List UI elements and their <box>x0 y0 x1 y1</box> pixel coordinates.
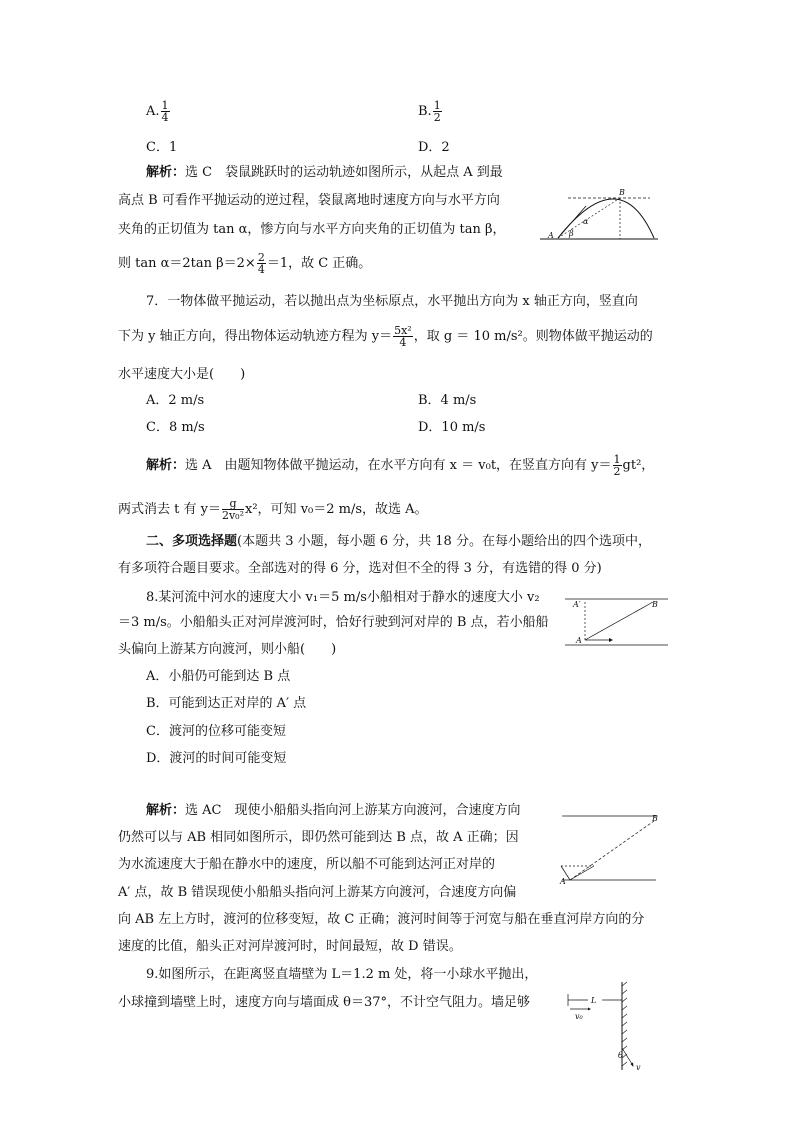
q8-option-c: C．渡河的位移可能变短 <box>146 724 286 739</box>
arrowhead <box>631 1063 634 1068</box>
q7-solution-line-2 <box>118 498 428 521</box>
solution-text: x²，可知 v₀＝2 m/s，故选 A。 <box>245 502 428 517</box>
q7-stem-line-2 <box>118 325 653 348</box>
river-crossing-figure <box>565 596 670 651</box>
q6-option-c: C．1 <box>146 140 178 155</box>
denominator: 2 <box>613 465 621 478</box>
option-label: B. <box>418 104 432 119</box>
denominator: 4 <box>257 263 265 276</box>
fraction <box>433 100 442 123</box>
q8-stem-line-1: 8.某河流中河水的速度大小 v₁＝5 m/s小船相对于静水的速度大小 v₂ <box>146 590 540 605</box>
denominator: 4 <box>161 111 169 124</box>
river-crossing-solution-figure <box>556 812 658 888</box>
numerator: 5x² <box>394 324 412 337</box>
q9-stem-line-1: 9.如图所示，在距离竖直墙壁为 L＝1.2 m 处，将一小球水平抛出， <box>146 967 538 982</box>
denominator: 2v₀² <box>221 509 245 522</box>
section-instructions: (本题共 3 小题，每小题 6 分，共 18 分。在每小题给出的四个选项中， <box>237 534 651 549</box>
q8-solution-line-5: 向 AB 左上方时，渡河的位移变短，故 C 正确；渡河时间等于河宽与船在垂直河岸方向的分 <box>118 912 645 927</box>
point-a-label: A <box>548 231 554 240</box>
fraction <box>613 454 622 477</box>
stem-text: ，取 g ＝ 10 m/s²。则物体做平抛运动的 <box>413 329 653 344</box>
kangaroo-trajectory-figure <box>540 188 660 243</box>
solution-label: 解析： <box>146 165 186 180</box>
q7-option-b: B．4 m/s <box>418 393 477 408</box>
q6-solution-line-2: 高点 B 可看作平抛运动的逆过程，袋鼠离地时速度方向与水平方向 <box>118 193 500 208</box>
q6-option-b <box>418 100 443 123</box>
q8-stem-line-2: ＝3 m/s。小船船头正对河岸渡河时，恰好行驶到河对岸的 B 点，若小船船 <box>118 615 549 630</box>
theta-label: θ <box>618 1051 623 1060</box>
q7-option-c: C．8 m/s <box>146 420 205 435</box>
numerator: 1 <box>613 453 621 466</box>
v-label: v <box>636 1063 641 1072</box>
section-2-line-1 <box>146 533 651 551</box>
q9-stem-line-2: 小球撞到墙壁上时，速度方向与墙面成 θ＝37°，不计空气阻力。墙足够 <box>118 995 531 1010</box>
solution-label: 解析： <box>146 458 186 473</box>
numerator: 1 <box>433 99 441 112</box>
impact-velocity-line <box>622 1048 632 1064</box>
arrowhead <box>609 638 613 642</box>
resultant-line <box>570 866 594 880</box>
a-to-b-dashed-line <box>570 821 654 880</box>
fraction <box>257 252 266 275</box>
solution-label: 解析： <box>146 803 186 818</box>
denominator: 4 <box>399 336 407 349</box>
numerator: g <box>222 498 244 510</box>
solution-text: 两式消去 t 有 y＝ <box>118 502 221 517</box>
numerator: 1 <box>161 99 169 112</box>
denominator: 2 <box>433 111 441 124</box>
point-b-label: B <box>652 814 658 823</box>
alpha-label: α <box>583 217 589 226</box>
beta-label: β <box>569 229 574 238</box>
q8-solution-line-2: 仍然可以与 AB 相同如图所示，即仍然可能到达 B 点，故 A 正确；因 <box>118 830 519 845</box>
solution-text: gt²， <box>622 458 655 473</box>
solution-text: 选 AC 现使小船船头指向河上游某方向渡河，合速度方向 <box>185 803 521 818</box>
q7-solution-line-1 <box>146 454 654 477</box>
q7-stem-line-3: 水平速度大小是( ) <box>118 367 246 382</box>
v0-label: v₀ <box>575 1012 583 1021</box>
point-b-label: B <box>652 600 658 609</box>
q8-option-d: D．渡河的时间可能变短 <box>146 751 287 766</box>
point-a-label: A <box>560 877 566 886</box>
formula-text: ＝1，故 C 正确。 <box>266 256 372 271</box>
displacement-line <box>558 198 620 238</box>
fraction <box>161 100 170 123</box>
q8-stem-line-3: 头偏向上游某方向渡河，则小船( ) <box>118 642 337 657</box>
q8-solution-line-3: 为水流速度大于船在静水中的速度，所以船不可能到达河正对岸的 <box>118 857 496 872</box>
formula-text: 则 tan α＝2tan β＝2× <box>118 256 256 271</box>
option-label: A. <box>146 104 160 119</box>
q8-solution-line-4: A′ 点，故 B 错误现使小船船头指向河上游某方向渡河，合速度方向偏 <box>118 885 517 900</box>
solution-text: 选 A 由题知物体做平抛运动，在水平方向有 x ＝ v₀t，在竖直方向有 y＝ <box>185 458 612 473</box>
q7-option-d: D．10 m/s <box>418 420 486 435</box>
q6-solution-line-4 <box>118 252 371 275</box>
point-aprime-label: A′ <box>573 600 581 609</box>
q8-option-a: A．小船仍可能到达 B 点 <box>146 669 291 684</box>
numerator: 2 <box>257 251 265 264</box>
fraction <box>393 325 413 348</box>
q6-option-d: D．2 <box>418 140 450 155</box>
stem-text: 下为 y 轴正方向，得出物体运动轨迹方程为 y＝ <box>118 329 393 344</box>
q6-solution-line-1 <box>146 164 503 182</box>
wall-projectile-figure <box>566 982 646 1074</box>
solution-text: 选 C 袋鼠跳跃时的运动轨迹如图所示，从起点 A 到最 <box>185 165 503 180</box>
a-to-b-line <box>585 602 653 640</box>
q6-option-a <box>146 100 171 123</box>
q8-solution-line-1 <box>146 802 520 820</box>
q7-option-a: A．2 m/s <box>146 393 205 408</box>
section-title: 二、多项选择题 <box>146 534 238 549</box>
q8-option-b: B．可能到达正对岸的 A′ 点 <box>146 696 307 711</box>
q8-solution-line-6: 速度的比值，船头正对河岸渡河时，时间最短，故 D 错误。 <box>118 939 462 954</box>
section-2-line-2: 有多项符合题目要求。全部选对的得 6 分，选对但不全的得 3 分，有选错的得 0 分) <box>118 561 602 576</box>
fraction <box>222 498 244 521</box>
q7-stem-line-1: 7．一物体做平抛运动，若以抛出点为坐标原点，水平抛出方向为 x 轴正方向，竖直向 <box>146 294 638 309</box>
arrowhead <box>588 1008 591 1011</box>
point-b-label: B <box>619 188 625 197</box>
q6-solution-line-3: 夹角的正切值为 tan α，惨方向与水平方向夹角的正切值为 tan β， <box>118 222 506 237</box>
point-a-label: A <box>576 636 582 645</box>
distance-label: L <box>591 996 597 1005</box>
